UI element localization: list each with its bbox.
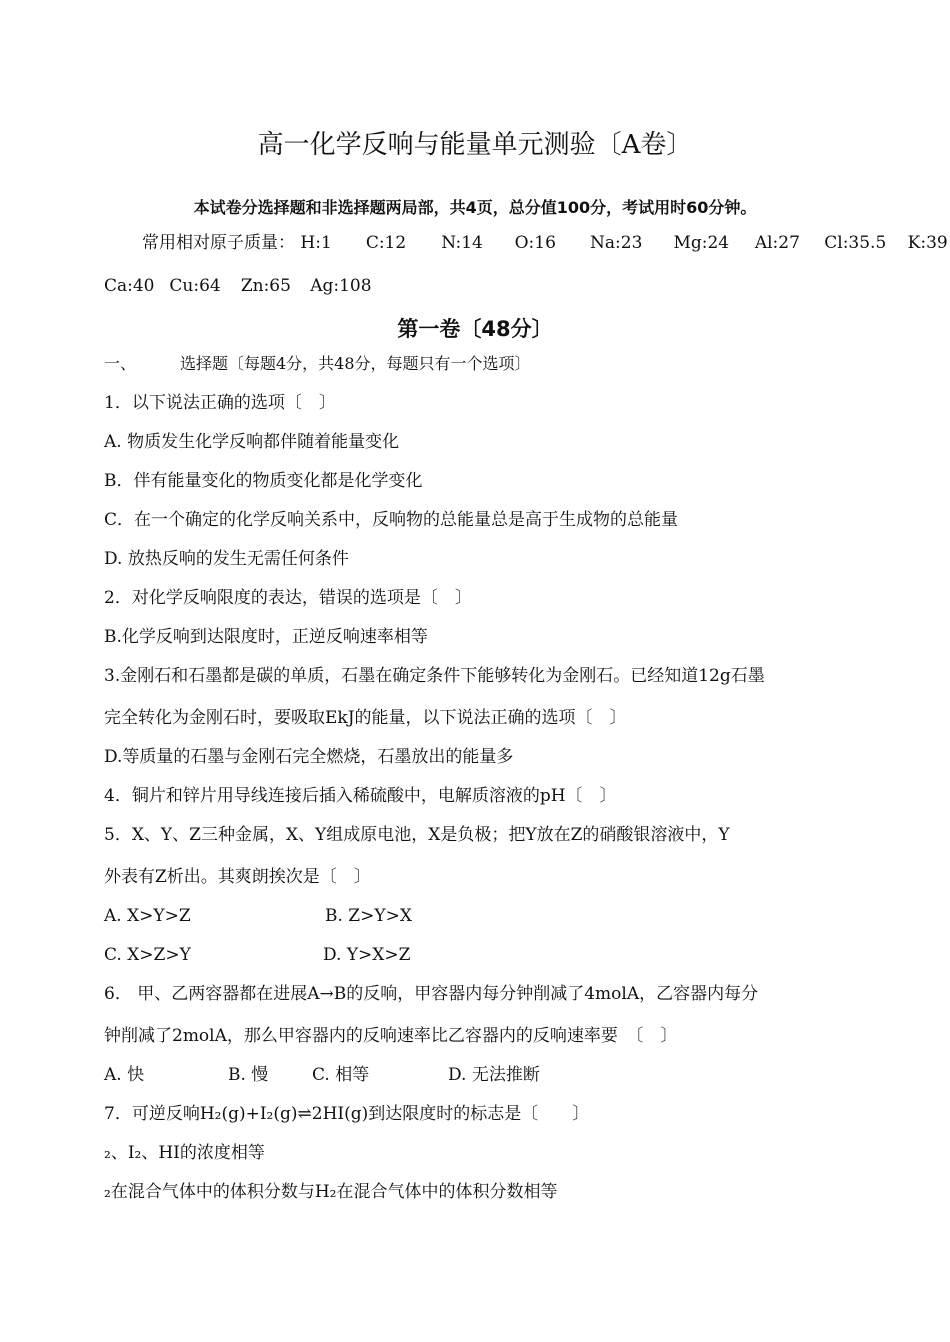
q5-option-b: B. Z>Y>X <box>325 906 412 926</box>
atomic-masses-line-1 <box>142 232 948 254</box>
part-heading <box>104 353 531 375</box>
question-6-line-1: 6． 甲、乙两容器都在进展A→B的反响，甲容器内每分钟削减了4molA，乙容器内每分 <box>104 984 759 1004</box>
section-title: 第一卷〔48分〕 <box>397 317 553 341</box>
question-6-line-2: 钟削减了2molA，那么甲容器内的反响速率比乙容器内的反响速率要 〔 〕 <box>104 1026 678 1046</box>
atomic-Ca: Ca:40 <box>104 276 155 296</box>
question-4: 4．铜片和锌片用导线连接后插入稀硫酸中，电解质溶液的pH〔 〕 <box>104 786 617 806</box>
q6-option-c: C. 相等 <box>312 1065 370 1085</box>
question-5-line-2: 外表有Z析出。其爽朗挨次是〔 〕 <box>104 867 371 887</box>
q5-option-d: D. Y>X>Z <box>323 945 411 965</box>
q7-option-2: ₂在混合气体中的体积分数与H₂在混合气体中的体积分数相等 <box>104 1182 558 1202</box>
part-heading-text: 选择题〔每题4分，共48分，每题只有一个选项〕 <box>180 354 531 373</box>
atomic-Mg: Mg:24 <box>673 233 730 253</box>
atomic-O: O:16 <box>514 233 556 253</box>
atomic-masses-label: 常用相对原子质量： <box>142 233 295 253</box>
question-3-line-1: 3.金刚石和石墨都是碳的单质，石墨在确定条件下能够转化为金刚石。已经知道12g石墨 <box>104 666 765 686</box>
question-2: 2．对化学反响限度的表达，错误的选项是〔 〕 <box>104 588 472 608</box>
question-1: 1．以下说法正确的选项〔 〕 <box>104 393 336 413</box>
q1-option-c: C．在一个确定的化学反响关系中，反响物的总能量总是高于生成物的总能量 <box>104 510 679 530</box>
atomic-masses-line-2 <box>104 275 372 297</box>
atomic-C: C:12 <box>365 233 407 253</box>
atomic-Na: Na:23 <box>590 233 643 253</box>
question-5-line-1: 5．X、Y、Z三种金属，X、Y组成原电池，X是负极；把Y放在Z的硝酸银溶液中，Y <box>104 825 730 845</box>
part-number: 一、 <box>104 354 137 373</box>
q6-option-a: A. 快 <box>104 1065 145 1085</box>
q7-option-1: ₂、I₂、HI的浓度相等 <box>104 1143 265 1163</box>
atomic-Cu: Cu:64 <box>169 276 221 296</box>
q5-option-c: C. X>Z>Y <box>104 945 191 965</box>
q1-option-b: B．伴有能量变化的物质变化都是化学变化 <box>104 471 423 491</box>
q5-option-a: A. X>Y>Z <box>104 906 191 926</box>
atomic-Zn: Zn:65 <box>240 276 291 296</box>
question-3-line-2: 完全转化为金刚石时，要吸取EkJ的能量，以下说法正确的选项〔 〕 <box>104 708 627 728</box>
atomic-K: K:39 <box>907 233 948 253</box>
atomic-Al: Al:27 <box>754 233 800 253</box>
q1-option-a: A. 物质发生化学反响都伴随着能量变化 <box>104 432 400 452</box>
q1-option-d: D. 放热反响的发生无需任何条件 <box>104 549 349 569</box>
q6-option-d: D. 无法推断 <box>448 1065 540 1085</box>
atomic-Cl: Cl:35.5 <box>824 233 887 253</box>
atomic-N: N:14 <box>441 233 483 253</box>
atomic-Ag: Ag:108 <box>310 276 372 296</box>
q6-option-b: B. 慢 <box>228 1065 269 1085</box>
exam-intro: 本试卷分选择题和非选择题两局部，共4页，总分值100分，考试用时60分钟。 <box>193 198 757 217</box>
q3-option-d: D.等质量的石墨与金刚石完全燃烧，石墨放出的能量多 <box>104 747 514 767</box>
question-7: 7．可逆反响H₂(g)+I₂(g)⇌2HI(g)到达限度时的标志是〔 〕 <box>104 1104 590 1124</box>
q2-option-b: B.化学反响到达限度时，正逆反响速率相等 <box>104 627 428 647</box>
atomic-H: H:1 <box>300 233 332 253</box>
page-title: 高一化学反响与能量单元测验〔A卷〕 <box>257 130 693 160</box>
